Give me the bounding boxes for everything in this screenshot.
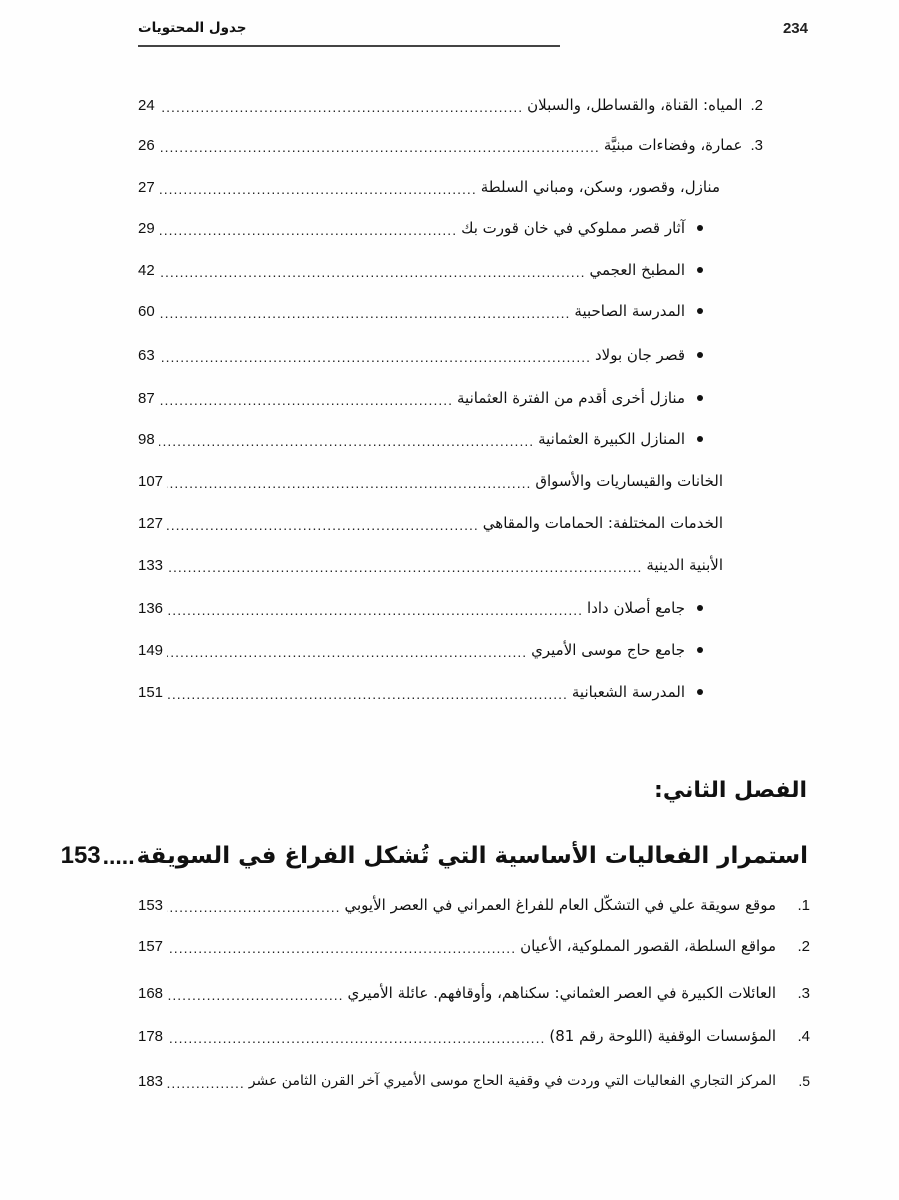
bullet-icon xyxy=(697,647,703,653)
dot-leader xyxy=(167,560,642,574)
entry-page: 42 xyxy=(138,261,155,279)
entry-number: 4. xyxy=(797,1027,810,1045)
dot-leader xyxy=(159,223,457,237)
dot-leader xyxy=(167,1076,245,1090)
toc-entry[interactable] xyxy=(138,174,720,200)
entry-label: منازل، وقصور، وسكن، ومباني السلطة xyxy=(480,178,720,196)
chapter-title-entry[interactable] xyxy=(60,836,808,876)
entry-label: المياه: القناة، والقساطل، والسبلان xyxy=(527,96,743,114)
page-number: 234 xyxy=(782,20,808,37)
bullet-icon xyxy=(697,605,703,611)
dot-leader xyxy=(167,645,527,659)
entry-page: 136 xyxy=(138,599,164,617)
toc-entry[interactable] xyxy=(138,385,703,411)
dot-leader xyxy=(167,687,568,701)
dot-leader xyxy=(159,182,477,196)
bullet-icon xyxy=(697,689,703,695)
chapter-page: 153 xyxy=(60,842,101,869)
entry-page: 63 xyxy=(138,346,155,364)
entry-page: 178 xyxy=(138,1027,164,1045)
header-rule xyxy=(138,45,560,47)
entry-label: الخانات والقيساريات والأسواق xyxy=(535,472,723,490)
toc-entry[interactable] xyxy=(138,468,723,494)
entry-label: المطبخ العجمي xyxy=(589,261,685,279)
dot-leader xyxy=(159,350,591,364)
toc-entry[interactable] xyxy=(138,595,703,621)
chapter-title: استمرار الفعاليات الأساسية التي تُشكل الفراغ في السويقة xyxy=(136,843,808,869)
dot-leader xyxy=(159,100,523,114)
entry-label: الخدمات المختلفة: الحمامات والمقاهي xyxy=(482,514,723,532)
entry-label: قصر جان بولاد xyxy=(594,346,685,364)
toc-entry[interactable] xyxy=(138,980,810,1006)
dot-leader xyxy=(167,476,531,490)
toc-entry[interactable] xyxy=(138,298,703,324)
dot-leader xyxy=(167,518,479,532)
entry-page: 87 xyxy=(138,389,155,407)
entry-label: عمارة، وفضاءات مبنيَّة xyxy=(603,136,743,154)
entry-label: العائلات الكبيرة في العصر العثماني: سكناهم، وأوقافهم. عائلة الأميري xyxy=(347,984,776,1002)
entry-page: 153 xyxy=(138,896,164,914)
dot-leader: ..... xyxy=(102,842,135,869)
entry-label: جامع حاج موسى الأميري xyxy=(531,641,685,659)
entry-number: 2. xyxy=(750,96,763,114)
entry-label: موقع سويقة علي في التشكّل العام للفراغ العمراني في العصر الأيوبي xyxy=(344,896,776,914)
toc-entry[interactable] xyxy=(138,892,810,918)
toc-entry[interactable] xyxy=(138,679,703,705)
entry-page: 107 xyxy=(138,472,164,490)
toc-entry[interactable] xyxy=(138,1068,810,1094)
entry-page: 29 xyxy=(138,219,155,237)
entry-page: 24 xyxy=(138,96,155,114)
toc-entry[interactable] xyxy=(138,132,763,158)
entry-page: 151 xyxy=(138,683,164,701)
entry-page: 157 xyxy=(138,937,164,955)
dot-leader xyxy=(159,393,453,407)
entry-page: 60 xyxy=(138,302,155,320)
toc-entry[interactable] xyxy=(138,1023,810,1049)
entry-label: مواقع السلطة، القصور المملوكية، الأعيان xyxy=(520,937,776,955)
entry-page: 98 xyxy=(138,430,155,448)
bullet-icon xyxy=(697,395,703,401)
entry-label: جامع أصلان دادا xyxy=(587,599,685,617)
dot-leader xyxy=(167,603,583,617)
toc-entry[interactable] xyxy=(138,342,703,368)
toc-entry[interactable] xyxy=(138,933,810,959)
entry-label: المدرسة الشعبانية xyxy=(571,683,685,701)
entry-label: المركز التجاري الفعاليات التي وردت في وقفية الحاج موسى الأميري آخر القرن الثامن عشر xyxy=(248,1073,776,1089)
dot-leader xyxy=(159,434,534,448)
entry-number: 3. xyxy=(797,984,810,1002)
toc-entry[interactable] xyxy=(138,510,723,536)
toc-entry[interactable] xyxy=(138,637,703,663)
dot-leader xyxy=(159,306,571,320)
bullet-icon xyxy=(697,267,703,273)
entry-page: 27 xyxy=(138,178,155,196)
entry-label: منازل أخرى أقدم من الفترة العثمانية xyxy=(457,389,685,407)
entry-page: 168 xyxy=(138,984,164,1002)
entry-number: 3. xyxy=(750,136,763,154)
toc-entry[interactable] xyxy=(138,257,703,283)
dot-leader xyxy=(167,1031,545,1045)
entry-page: 133 xyxy=(138,556,164,574)
bullet-icon xyxy=(697,352,703,358)
entry-label: المؤسسات الوقفية (اللوحة رقم 81) xyxy=(549,1027,776,1045)
toc-entry[interactable] xyxy=(138,552,723,578)
entry-label: المنازل الكبيرة العثمانية xyxy=(538,430,685,448)
toc-entry[interactable] xyxy=(138,426,703,452)
entry-page: 183 xyxy=(138,1072,164,1090)
entry-page: 26 xyxy=(138,136,155,154)
entry-page: 127 xyxy=(138,514,164,532)
bullet-icon xyxy=(697,225,703,231)
entry-label: آثار قصر مملوكي في خان قورت بك xyxy=(461,219,685,237)
bullet-icon xyxy=(697,308,703,314)
dot-leader xyxy=(159,140,600,154)
dot-leader xyxy=(159,265,586,279)
entry-label: المدرسة الصاحبية xyxy=(574,302,685,320)
entry-number: 1. xyxy=(797,896,810,914)
entry-page: 149 xyxy=(138,641,164,659)
dot-leader xyxy=(167,900,340,914)
dot-leader xyxy=(167,988,344,1002)
toc-entry[interactable] xyxy=(138,215,703,241)
dot-leader xyxy=(167,941,516,955)
header-title: جدول المحتويات xyxy=(138,20,247,36)
entry-label: الأبنية الدينية xyxy=(646,556,723,574)
entry-number: 2. xyxy=(797,937,810,955)
bullet-icon xyxy=(697,436,703,442)
chapter-label: الفصل الثاني: xyxy=(654,778,807,803)
toc-entry[interactable] xyxy=(138,92,763,118)
entry-number: 5. xyxy=(798,1073,810,1089)
